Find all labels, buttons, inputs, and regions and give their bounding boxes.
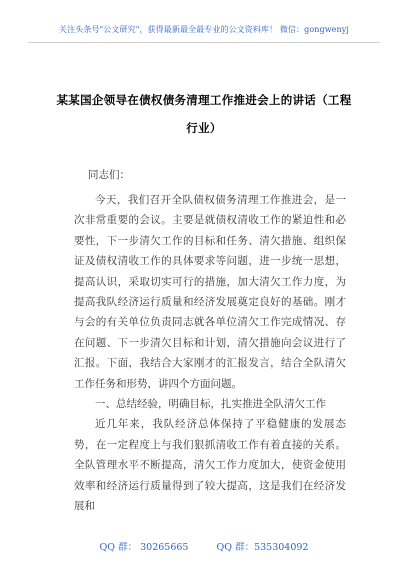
document-title-line-1: 某某国企领导在债权债务清理工作推进会上的讲话（工程 (56, 93, 352, 107)
footer-qq-group-1: QQ 群： 30265665 (99, 542, 189, 553)
paragraph-intro: 今天，我们召开全队债权债务清理工作推进会，是一次非常重要的会议。主要是就债权清收工作的紧迫性和必要性，下一步清欠工作的目标和任务、清欠措施、组织保证及债权清收工作的具体要求等问题，进一步统一思想，提高认识，采取切实可行的措施，加大清欠工作力度，为提高我队经济运行质量和经济发展奠定良好的基础。刚才与会的有关单位负责同志就各单位清欠工作完成情况、存在问题、下一步清欠目标和计划，清欠措施向会议进行了汇报。下面，我结合大家刚才的汇报发言，结合全队清欠工作任务和形势，讲四个方面问题。 (74, 194, 346, 390)
document-title-line-2: 行业） (186, 121, 222, 135)
header-divider (28, 42, 380, 43)
paragraph-section-1: 近几年来，我队经济总体保持了平稳健康的发展态势，在一定程度上与我们狠抓清收工作有着直接的关系。全队管理水平不断提高，清欠工作力度加大，使资金使用效率和经济运行质量得到了较大提高，这是我们在经济发展和 (74, 418, 346, 513)
footer-qq-group-2: QQ 群：535304092 (216, 542, 309, 553)
header-note: 关注头条号"公文研究"，获得最新最全最专业的公文资料库！ 微信：gongwenyj (59, 25, 349, 34)
greeting: 同志们： (88, 169, 130, 181)
document-body (74, 190, 346, 517)
section-heading-1: 一、总结经验，明确目标，扎实推进全队清欠工作 (95, 398, 326, 411)
footer-contact (0, 539, 408, 553)
